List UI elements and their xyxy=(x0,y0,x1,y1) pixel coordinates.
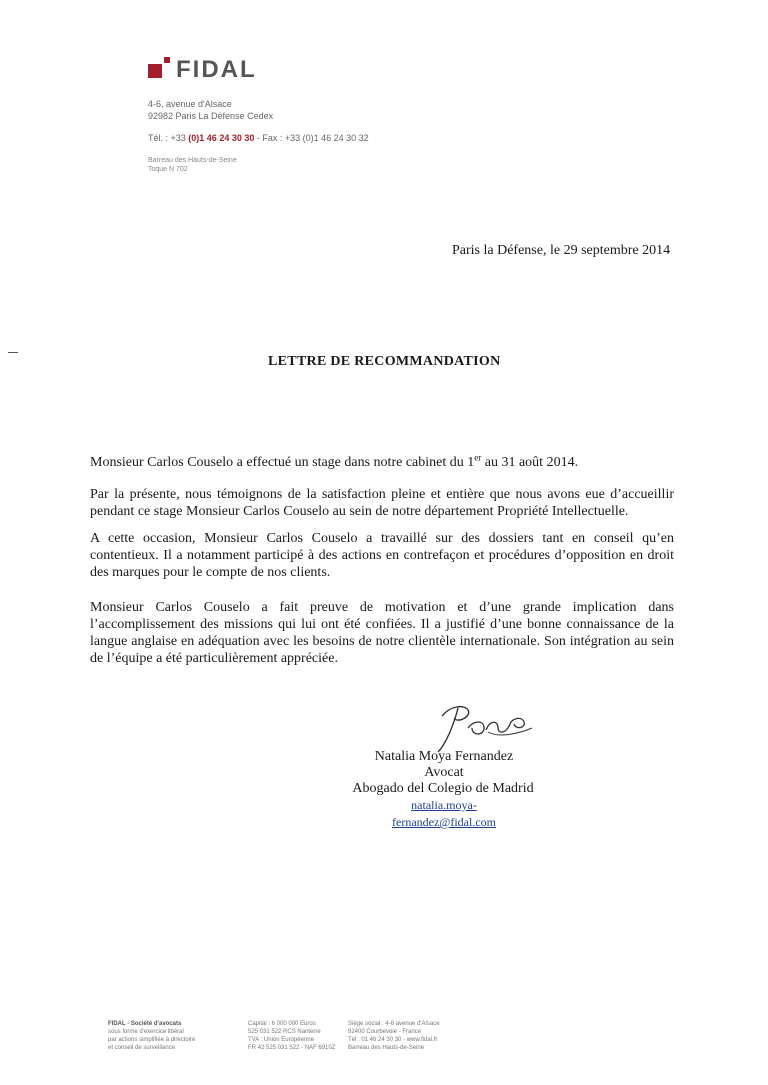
p1-superscript: er xyxy=(474,452,482,463)
footer-company-info xyxy=(108,1020,238,1052)
fax-text: - Fax : +33 (0)1 46 24 30 32 xyxy=(254,133,369,143)
tel-label: Tél. : xyxy=(148,133,171,143)
footer-line: et conseil de surveillance xyxy=(108,1045,176,1051)
signatory-email-link[interactable]: natalia.moya-fernandez@fidal.com xyxy=(392,798,496,829)
p1-text-after: au 31 août 2014. xyxy=(481,455,579,470)
barreau: Barreau des Hauts-de-Seine xyxy=(148,157,237,164)
letter-date: Paris la Défense, le 29 septembre 2014 xyxy=(452,243,671,258)
logo-dot-icon xyxy=(164,57,170,63)
footer-line: 525 031 522 RCS Nanterre xyxy=(248,1029,321,1035)
tel-prefix: +33 xyxy=(170,133,189,143)
paragraph-4: Monsieur Carlos Couselo a fait preuve de motivation et d’une grande implication dans l’accomplissement des missions qui lui ont été confiées. Il a justifié d’une bonne connaissance de la langue anglaise en adéquation avec les besoins de notre clientèle internationale. Son intégration au sein de l’équipe a été particulièrement appréciée. xyxy=(90,600,674,666)
footer-line: FIDAL - Société d'avocats xyxy=(108,1021,182,1027)
address-street: 4-6, avenue d'Alsace xyxy=(148,99,232,109)
footer-line: sous forme d'exercice libéral xyxy=(108,1029,184,1035)
fidal-logo xyxy=(148,52,288,86)
paragraph-1 xyxy=(90,454,674,471)
footer-line: TVA : Union Européenne xyxy=(248,1037,314,1043)
address-city: 92982 Paris La Défense Cedex xyxy=(148,111,274,121)
footer-line: par actions simplifiée à directoire xyxy=(108,1037,196,1043)
fold-mark xyxy=(8,352,18,353)
footer-line: FR 42 525 031 522 - NAF 6910Z xyxy=(248,1045,336,1051)
logo-square-icon xyxy=(148,64,162,78)
footer-line: 92400 Courbevoie - France xyxy=(348,1029,422,1035)
paragraph-3: A cette occasion, Monsieur Carlos Couselo a travaillé sur des dossiers tant en conseil qu’en contentieux. Il a notamment participé à des actions en contrefaçon et procédures d’opposition en droit des marques pour le compte de nos clients. xyxy=(90,531,674,580)
toque: Toque N 702 xyxy=(148,166,188,173)
logo-text: FIDAL xyxy=(176,56,257,83)
paragraph-2: Par la présente, nous témoignons de la satisfaction pleine et entière que nous avons eue d’accueillir pendant ce stage Monsieur Carlos Couselo au sein de notre département Propriété Intellectuelle. xyxy=(90,487,674,519)
signatory-role: Avocat xyxy=(424,765,464,780)
handwritten-signature xyxy=(428,694,538,754)
footer-line: Siège social : 4-6 avenue d'Alsace xyxy=(348,1021,440,1027)
p1-text-before: Monsieur Carlos Couselo a effectué un stage dans notre cabinet du 1 xyxy=(90,455,475,470)
tel-number: (0)1 46 24 30 30 xyxy=(188,133,255,143)
signatory-name: Natalia Moya Fernandez xyxy=(374,749,514,764)
footer-legal-info xyxy=(248,1020,344,1052)
signatory-organization: Abogado del Colegio de Madrid xyxy=(352,781,534,796)
footer-line: Tél : 01 46 24 30 30 - www.fidal.fr xyxy=(348,1037,438,1043)
letter-title: LETTRE DE RECOMMANDATION xyxy=(268,354,501,369)
footer-line: Barreau des Hauts-de-Seine xyxy=(348,1045,425,1051)
contact-line xyxy=(148,132,369,144)
footer-line: Capital : 6 000 000 Euros xyxy=(248,1021,316,1027)
footer-address-info xyxy=(348,1020,458,1052)
